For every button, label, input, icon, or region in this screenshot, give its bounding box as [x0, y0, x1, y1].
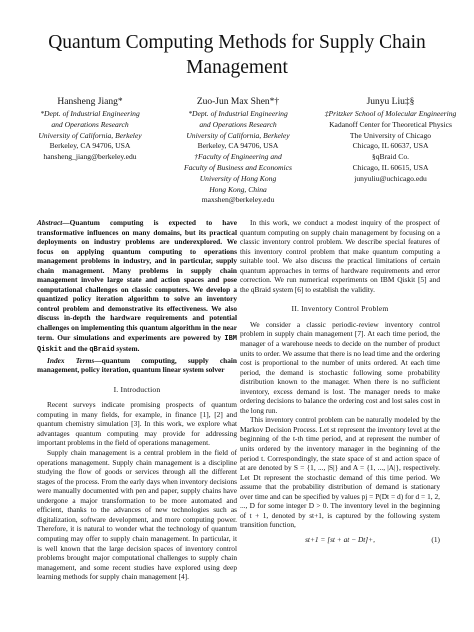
affiliation-line: The University of Chicago [349, 130, 432, 140]
abstract [37, 218, 237, 356]
equation-number: (1) [431, 534, 440, 544]
email-line: maxshen@berkeley.edu [201, 195, 275, 205]
affiliation-line: University of California, Berkeley [186, 130, 290, 140]
paragraph: Supply chain management is a central problem in the field of operations management. Supply chain management is a discipline studying the flow of goods or services through all the different stages of the process. From the early days when inventory decisions were manually documented with pen and paper, supply chains have undergone a major transformation to be more automated and efficient, thanks to the advances of new technologies such as digitalization, software development, and more computing power. Therefore, it is natural to wonder what the technology of quantum computing may offer to supply chain management. In particular, it is well known that the large decision spaces of inventory control problems brought major computational challenges to supply chain management, and some recent studies have explored using deep learning methods for supply chain management [4]. [37, 448, 237, 582]
author-1 [20, 96, 160, 163]
affiliation-line: and Operations Research [199, 119, 277, 129]
paragraph: This inventory control problem can be naturally modeled by the Markov Decision Process. Let st represent the inventory level at the beginning of the t-th time period, and at represent the number of units ordered by the inventory manager in the beginning of the period t. Correspondingly, the state space of st and action space of at are denoted by S = {1, ..., |S|} and A = {1, ..., |A|}, respectively. Let Dt represent the stochastic demand of this time period. We assume that the probability distribution of demand is stationary over time and can be specified by values pj = P(Dt = d) for d = 1, 2, ..., D for some integer D > 0. The inventory level in the beginning of t + 1, denoted by st+1, is captured by the following system transition function, [240, 415, 440, 530]
abstract-code-qbraid: qBraid [89, 346, 115, 355]
paragraph: Recent surveys indicate promising prospects of quantum computing in many fields, for example, in finance [1], [2] and quantum chemistry simulation [3]. In this work, we explore what advantages quantum computing may provide for addressing important problems in the field of operations management. [37, 400, 237, 448]
email-line: hansheng_jiang@berkeley.edu [43, 152, 137, 162]
affiliation-line: *Dept. of Industrial Engineering [40, 109, 140, 118]
author-name: Junyu Liu‡§ [366, 97, 415, 107]
affiliation-line: Kadanoff Center for Theoretical Physics [329, 119, 452, 129]
author-name: Hansheng Jiang* [57, 97, 123, 107]
left-column [37, 218, 237, 582]
author-3 [318, 96, 463, 185]
author-block [0, 96, 474, 206]
index-terms [37, 356, 237, 375]
affiliation-line: †Faculty of Engineering and [194, 152, 282, 162]
author-name: Zuo-Jun Max Shen*† [196, 97, 280, 107]
affiliation-line: Hong Kong, China [209, 184, 267, 194]
address-line: Chicago, IL 60615, USA [352, 162, 429, 172]
equation-expression: st+1 = [st + at − Dt]+, [305, 534, 375, 544]
abstract-code-qiskit: IBM Qiskit [37, 334, 237, 355]
right-column [240, 218, 440, 549]
abstract-label: Abstract [37, 218, 63, 227]
affiliation-line: ‡Pritzker School of Molecular Engineering [324, 109, 457, 118]
index-terms-label: Index Terms [47, 355, 95, 365]
index-terms-text: —quantum computing, supply chain management, policy iteration, quantum linear system solver [37, 355, 237, 375]
section-heading: I. Introduction [113, 384, 161, 394]
affiliation-line: University of Hong Kong [199, 173, 277, 183]
abstract-text: system. [114, 344, 140, 354]
address-line: Berkeley, CA 94706, USA [49, 141, 131, 151]
paragraph: In this work, we conduct a modest inquiry of the prospect of quantum computing on supply chain management by focusing on a classic inventory control problem. We describe special features of this inventory control problem that make quantum computing a suitable tool. We also discuss the practical limitations of certain quantum approaches in terms of hardware requirements and error correction. We run numerical experiments on IBM Qiskit [5] and the qBraid system [6] to establish the validity. [240, 218, 440, 294]
equation [240, 535, 440, 549]
address-line: Chicago, IL 60637, USA [352, 141, 429, 151]
author-2 [163, 96, 313, 206]
address-line: Berkeley, CA 94706, USA [197, 141, 279, 151]
affiliation-line: and Operations Research [51, 119, 129, 129]
paper-title: Quantum Computing Methods for Supply Chain Management [48, 32, 426, 78]
affiliation-line: Faculty of Business and Economics [184, 162, 292, 172]
affiliation-line: *Dept. of Industrial Engineering [188, 109, 288, 118]
affiliation-line: University of California, Berkeley [38, 130, 142, 140]
section-heading: II. Inventory Control Problem [291, 304, 389, 314]
abstract-text: and the [62, 344, 90, 354]
abstract-text: —Quantum computing is expected to have transformative influences on many domains, but its practical deployments on industry problems are underexplored. We focus on applying quantum computing to operations management problems in industry, and in particular, supply chain management. Many problems in supply chain management involve large state and action spaces and pose computational challenges on classic computers. We develop a quantized policy iteration algorithm to solve an inventory control problem and demonstrative its effectiveness. We also discuss in-depth the hardware requirements and potential challenges on implementing this quantum algorithm in the near term. Our simulations and experiments are powered by [37, 218, 237, 342]
affiliation-line: §qBraid Co. [371, 152, 410, 162]
email-line: junyuliu@uchicago.edu [354, 173, 427, 183]
paragraph: We consider a classic periodic-review inventory control problem in supply chain management [7]. At each time period, the manager of a warehouse needs to decide on the number of product units to order. We assume that there is no lead time and the ordering cost is proportional to the number of units ordered. At each time period, the demand is stochastic following some probability distribution known to the manager. When there is no sufficient inventory, excess demand is lost. The manager needs to make ordering decisions to balance the ordering cost and lost sales cost in the long run. [240, 319, 440, 415]
